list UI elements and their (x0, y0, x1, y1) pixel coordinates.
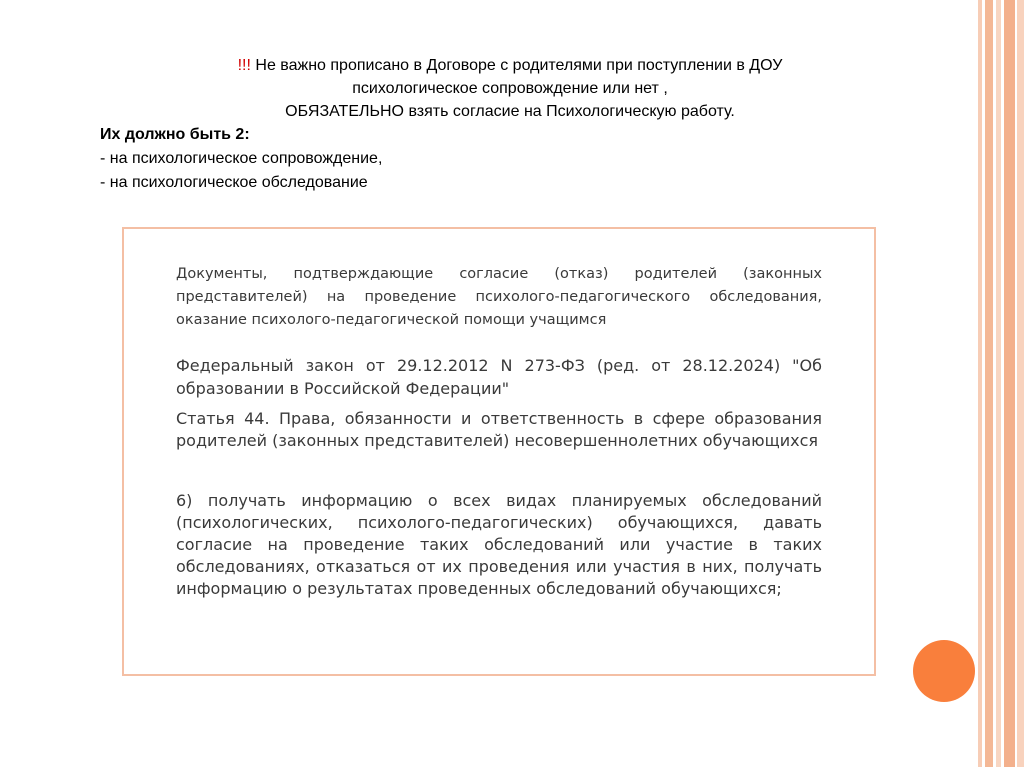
document-excerpt (176, 263, 822, 600)
header-line-1 (100, 54, 920, 77)
document-intro: Документы, подтверждающие согласие (отказ) родителей (законных представителей) на проведение психолого-педагогического обследования, оказание психолого-педагогической помощи учащимся (176, 266, 822, 328)
article-item: 6) получать информацию о всех видах планируемых обследований (психологических, психолого-педагогических) обучающихся, давать согласие на проведение таких обследований или участие в таких обследованиях, отказаться от их проведения или участия в них, получать информацию о результатах проведенных обследований обучающихся; (176, 491, 822, 598)
decorative-stripe (1004, 0, 1015, 767)
exclamation-marks: !!! (237, 57, 251, 74)
decorative-stripe (985, 0, 993, 767)
decorative-circle (913, 640, 975, 702)
article-title: Статья 44. Права, обязанности и ответственность в сфере образования родителей (законных представителей) несовершеннолетних обучающихся (176, 409, 822, 450)
decorative-stripe (978, 0, 982, 767)
document-excerpt-frame (122, 227, 876, 676)
header-line-3: ОБЯЗАТЕЛЬНО взять согласие на Психологическую работу. (285, 103, 735, 120)
header-line-2: психологическое сопровождение или нет , (352, 80, 668, 97)
decorative-stripe (1017, 0, 1024, 767)
header-line-1-text: Не важно прописано в Договоре с родителями при поступлении в ДОУ (250, 57, 783, 74)
header-text (100, 54, 920, 195)
decorative-stripe (996, 0, 1001, 767)
subheading: Их должно быть 2: (100, 126, 250, 143)
law-title: Федеральный закон от 29.12.2012 N 273-ФЗ (ред. от 28.12.2024) "Об образовании в Российской Федерации" (176, 356, 822, 398)
list-item: - на психологическое сопровождение, (100, 150, 383, 167)
list-item: - на психологическое обследование (100, 174, 368, 191)
